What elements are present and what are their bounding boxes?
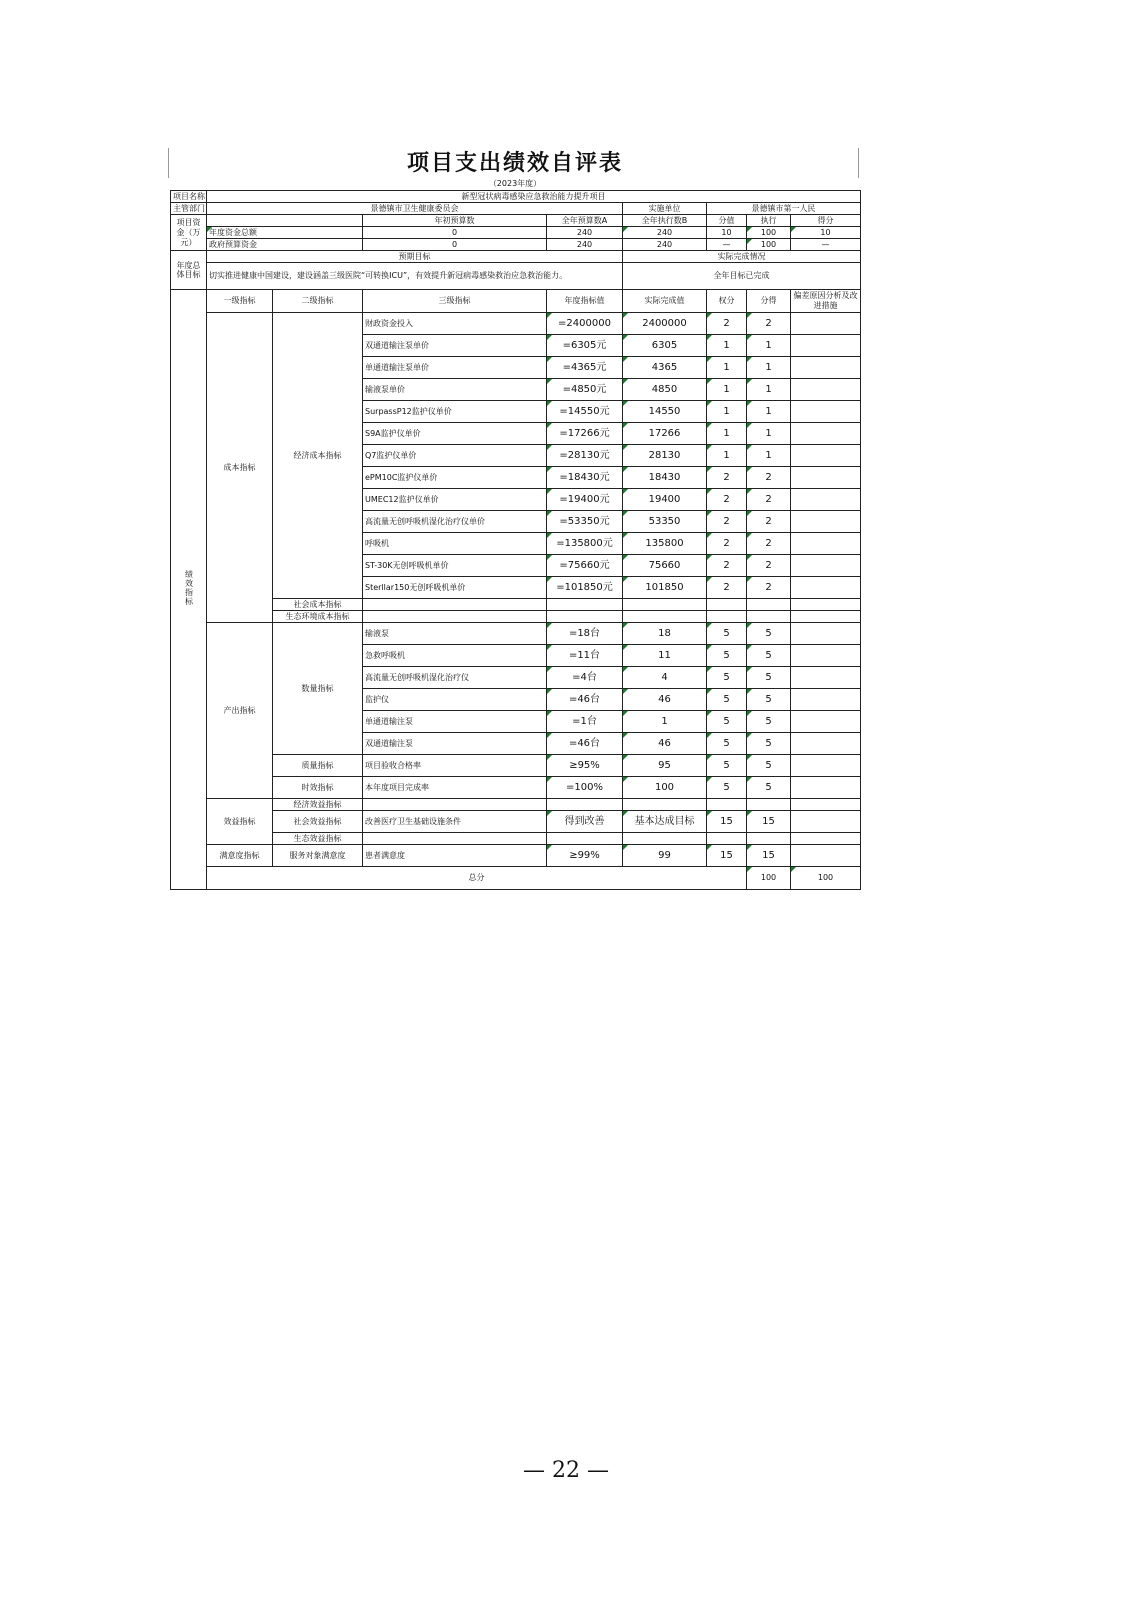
empty-cell xyxy=(623,833,707,845)
empty-cell xyxy=(707,611,747,623)
empty-cell xyxy=(791,611,861,623)
deviation-note xyxy=(791,401,861,423)
funds-value: 100 xyxy=(747,227,791,239)
deviation-note xyxy=(791,733,861,755)
indicator-header: 年度指标值 xyxy=(547,290,623,313)
dept-row xyxy=(171,203,861,215)
empty-cell xyxy=(747,799,791,811)
funds-value: — xyxy=(791,239,861,251)
goal-actual: 全年目标已完成 xyxy=(623,263,861,290)
empty-cell xyxy=(363,833,547,845)
actual-value: 6305 xyxy=(623,335,707,357)
lvl2-social-benefit: 社会效益指标 xyxy=(273,811,363,833)
empty-cell xyxy=(623,611,707,623)
weight-value: 2 xyxy=(707,467,747,489)
target-value: =53350元 xyxy=(547,511,623,533)
funds-header: 得分 xyxy=(791,215,861,227)
funds-header-row xyxy=(171,215,861,227)
performance-table xyxy=(170,190,861,890)
empty-cell xyxy=(791,599,861,611)
empty-cell xyxy=(791,799,861,811)
target-value: =6305元 xyxy=(547,335,623,357)
lvl3-name: 双通道输注泵 xyxy=(363,733,547,755)
indicator-header: 三级指标 xyxy=(363,290,547,313)
lvl3-name: 单通道输注泵单价 xyxy=(363,357,547,379)
target-value: =46台 xyxy=(547,733,623,755)
deviation-note xyxy=(791,423,861,445)
target-value: =28130元 xyxy=(547,445,623,467)
lvl3-name: SurpassP12监护仪单价 xyxy=(363,401,547,423)
goal-row xyxy=(171,263,861,290)
empty-cell xyxy=(547,833,623,845)
side-label-text: 绩效指标 xyxy=(184,570,194,606)
lvl3-name: 财政资金投入 xyxy=(363,313,547,335)
lvl3-name: 监护仪 xyxy=(363,689,547,711)
deviation-note xyxy=(791,645,861,667)
score-value: 2 xyxy=(747,511,791,533)
target-value: =2400000 xyxy=(547,313,623,335)
empty-cell xyxy=(707,833,747,845)
deviation-note xyxy=(791,335,861,357)
lvl3-name: 高流量无创呼吸机湿化治疗仪 xyxy=(363,667,547,689)
target-value: =135800元 xyxy=(547,533,623,555)
actual-value: 53350 xyxy=(623,511,707,533)
actual-value: 28130 xyxy=(623,445,707,467)
weight-value: 5 xyxy=(707,755,747,777)
actual-value: 99 xyxy=(623,845,707,867)
lvl1-output: 产出指标 xyxy=(207,623,273,799)
lvl1-cost: 成本指标 xyxy=(207,313,273,623)
actual-value: 19400 xyxy=(623,489,707,511)
score-value: 1 xyxy=(747,445,791,467)
score-value: 5 xyxy=(747,755,791,777)
lvl3-name: UMEC12监护仪单价 xyxy=(363,489,547,511)
indicator-row xyxy=(171,833,861,845)
deviation-note xyxy=(791,623,861,645)
indicator-row xyxy=(171,811,861,833)
total-row xyxy=(171,867,861,890)
target-value: =11台 xyxy=(547,645,623,667)
target-value: =18430元 xyxy=(547,467,623,489)
actual-value: 101850 xyxy=(623,577,707,599)
project-name-row xyxy=(171,191,861,203)
actual-value: 4365 xyxy=(623,357,707,379)
actual-value: 18430 xyxy=(623,467,707,489)
lvl3-name: 单通道输注泵 xyxy=(363,711,547,733)
score-value: 5 xyxy=(747,667,791,689)
page-number: — 22 — xyxy=(523,1458,609,1483)
actual-value: 基本达成目标 xyxy=(623,811,707,833)
weight-value: 5 xyxy=(707,645,747,667)
weight-value: 1 xyxy=(707,379,747,401)
funds-value: 0 xyxy=(363,227,547,239)
lvl2-name: 经济效益指标 xyxy=(273,799,363,811)
lvl3-name: Q7监护仪单价 xyxy=(363,445,547,467)
lvl2-name: 生态环境成本指标 xyxy=(273,611,363,623)
weight-value: 1 xyxy=(707,401,747,423)
lvl3-name: 输液泵单价 xyxy=(363,379,547,401)
target-value: ≥99% xyxy=(547,845,623,867)
deviation-note xyxy=(791,555,861,577)
score-value: 2 xyxy=(747,555,791,577)
indicator-row xyxy=(171,599,861,611)
indicator-header: 权分 xyxy=(707,290,747,313)
target-value: =100% xyxy=(547,777,623,799)
lvl3-name: Sterllar150无创呼吸机单价 xyxy=(363,577,547,599)
funds-row-name: 年度资金总额 xyxy=(207,227,363,239)
actual-value: 46 xyxy=(623,689,707,711)
sheet-title: 项目支出绩效自评表 xyxy=(406,150,623,176)
empty-cell xyxy=(747,833,791,845)
actual-value: 2400000 xyxy=(623,313,707,335)
weight-value: 1 xyxy=(707,445,747,467)
goal-actual-label: 实际完成情况 xyxy=(623,251,861,263)
total-score: 100 xyxy=(791,867,861,890)
total-label: 总分 xyxy=(207,867,747,890)
deviation-note xyxy=(791,811,861,833)
weight-value: 5 xyxy=(707,711,747,733)
deviation-note xyxy=(791,467,861,489)
empty-cell xyxy=(547,799,623,811)
lvl3-name: 患者满意度 xyxy=(363,845,547,867)
funds-header: 全年预算数A xyxy=(547,215,623,227)
funds-value: — xyxy=(707,239,747,251)
empty-cell xyxy=(791,833,861,845)
funds-header: 年初预算数 xyxy=(363,215,547,227)
score-value: 5 xyxy=(747,623,791,645)
weight-value: 5 xyxy=(707,623,747,645)
empty-cell xyxy=(363,599,547,611)
score-value: 15 xyxy=(747,811,791,833)
score-value: 5 xyxy=(747,733,791,755)
target-value: =14550元 xyxy=(547,401,623,423)
lvl3-name: 双通道输注泵单价 xyxy=(363,335,547,357)
target-value: =4台 xyxy=(547,667,623,689)
funds-value: 240 xyxy=(623,239,707,251)
goal-label: 年度总体目标 xyxy=(171,251,207,290)
lvl3-name: 项目验收合格率 xyxy=(363,755,547,777)
lvl3-name: 高流量无创呼吸机湿化治疗仪单价 xyxy=(363,511,547,533)
indicator-row xyxy=(171,313,861,335)
impl-value: 景德镇市第一人民 xyxy=(707,203,861,215)
lvl3-name: ePM10C监护仪单价 xyxy=(363,467,547,489)
empty-cell xyxy=(547,599,623,611)
indicator-header: 分得 xyxy=(747,290,791,313)
actual-value: 100 xyxy=(623,777,707,799)
target-value: =4850元 xyxy=(547,379,623,401)
weight-value: 2 xyxy=(707,313,747,335)
indicator-header: 一级指标 xyxy=(207,290,273,313)
actual-value: 4 xyxy=(623,667,707,689)
indicator-header: 实际完成值 xyxy=(623,290,707,313)
score-value: 15 xyxy=(747,845,791,867)
weight-value: 1 xyxy=(707,423,747,445)
target-value: =17266元 xyxy=(547,423,623,445)
project-name-label: 项目名称 xyxy=(171,191,207,203)
indicator-header-row xyxy=(171,290,861,313)
target-value: =4365元 xyxy=(547,357,623,379)
deviation-note xyxy=(791,777,861,799)
target-value: 得到改善 xyxy=(547,811,623,833)
target-value: =46台 xyxy=(547,689,623,711)
lvl3-name: 输液泵 xyxy=(363,623,547,645)
dept-label: 主管部门 xyxy=(171,203,207,215)
actual-value: 95 xyxy=(623,755,707,777)
deviation-note xyxy=(791,379,861,401)
funds-value: 10 xyxy=(707,227,747,239)
funds-value: 240 xyxy=(623,227,707,239)
deviation-note xyxy=(791,845,861,867)
funds-row-name: 政府预算资金 xyxy=(207,239,363,251)
score-value: 5 xyxy=(747,645,791,667)
indicator-row xyxy=(171,755,861,777)
score-value: 5 xyxy=(747,689,791,711)
lvl2-quality: 质量指标 xyxy=(273,755,363,777)
empty-cell xyxy=(623,799,707,811)
score-value: 1 xyxy=(747,423,791,445)
funds-header: 执行 xyxy=(747,215,791,227)
score-value: 2 xyxy=(747,467,791,489)
weight-value: 2 xyxy=(707,577,747,599)
target-value: =75660元 xyxy=(547,555,623,577)
dept-value: 景德镇市卫生健康委员会 xyxy=(207,203,623,215)
score-value: 1 xyxy=(747,357,791,379)
target-value: =18台 xyxy=(547,623,623,645)
lvl3-name: ST-30K无创呼吸机单价 xyxy=(363,555,547,577)
indicator-row xyxy=(171,777,861,799)
funds-value: 0 xyxy=(363,239,547,251)
score-value: 1 xyxy=(747,379,791,401)
empty-cell xyxy=(747,599,791,611)
target-value: ≥95% xyxy=(547,755,623,777)
funds-label: 项目资金（万元） xyxy=(171,215,207,251)
deviation-note xyxy=(791,489,861,511)
funds-value: 100 xyxy=(747,239,791,251)
deviation-note xyxy=(791,711,861,733)
lvl3-name: 急救呼吸机 xyxy=(363,645,547,667)
weight-value: 2 xyxy=(707,511,747,533)
weight-value: 2 xyxy=(707,489,747,511)
indicator-row xyxy=(171,799,861,811)
score-value: 2 xyxy=(747,489,791,511)
score-value: 5 xyxy=(747,711,791,733)
lvl2-quantity: 数量指标 xyxy=(273,623,363,755)
indicator-header: 偏差原因分析及改进措施 xyxy=(791,290,861,313)
weight-value: 5 xyxy=(707,777,747,799)
indicator-row xyxy=(171,623,861,645)
funds-header: 分值 xyxy=(707,215,747,227)
sheet-year: （2023年度） xyxy=(488,179,542,188)
weight-value: 5 xyxy=(707,689,747,711)
total-weight: 100 xyxy=(747,867,791,890)
empty-cell xyxy=(707,599,747,611)
weight-value: 15 xyxy=(707,845,747,867)
weight-value: 15 xyxy=(707,811,747,833)
goal-expected-label: 预期目标 xyxy=(207,251,623,263)
lvl3-name: S9A监护仪单价 xyxy=(363,423,547,445)
funds-header: 全年执行数B xyxy=(623,215,707,227)
score-value: 2 xyxy=(747,313,791,335)
indicator-row xyxy=(171,845,861,867)
lvl1-effect: 效益指标 xyxy=(207,799,273,845)
empty-cell xyxy=(707,799,747,811)
funds-value: 240 xyxy=(547,227,623,239)
indicator-row xyxy=(171,611,861,623)
lvl3-name: 呼吸机 xyxy=(363,533,547,555)
indicator-header: 二级指标 xyxy=(273,290,363,313)
weight-value: 5 xyxy=(707,667,747,689)
funds-value: 240 xyxy=(547,239,623,251)
actual-value: 17266 xyxy=(623,423,707,445)
lvl3-name: 改善医疗卫生基础设施条件 xyxy=(363,811,547,833)
actual-value: 4850 xyxy=(623,379,707,401)
funds-value: 10 xyxy=(791,227,861,239)
weight-value: 2 xyxy=(707,555,747,577)
goal-header-row xyxy=(171,251,861,263)
performance-sheet xyxy=(170,148,860,890)
weight-value: 1 xyxy=(707,357,747,379)
score-value: 1 xyxy=(747,335,791,357)
lvl2-time: 时效指标 xyxy=(273,777,363,799)
deviation-note xyxy=(791,577,861,599)
deviation-note xyxy=(791,667,861,689)
impl-label: 实施单位 xyxy=(623,203,707,215)
side-label xyxy=(171,290,207,890)
empty-cell xyxy=(547,611,623,623)
actual-value: 14550 xyxy=(623,401,707,423)
deviation-note xyxy=(791,533,861,555)
weight-value: 2 xyxy=(707,533,747,555)
lvl2-name: 生态效益指标 xyxy=(273,833,363,845)
target-value: =1台 xyxy=(547,711,623,733)
lvl3-name: 本年度项目完成率 xyxy=(363,777,547,799)
actual-value: 1 xyxy=(623,711,707,733)
weight-value: 5 xyxy=(707,733,747,755)
lvl2-service: 服务对象满意度 xyxy=(273,845,363,867)
funds-row xyxy=(171,239,861,251)
actual-value: 46 xyxy=(623,733,707,755)
goal-expected: 切实推进健康中国建设，建设涵盖三级医院“可转换ICU”，有效提升新冠病毒感染救治应急救治能力。 xyxy=(207,263,623,290)
weight-value: 1 xyxy=(707,335,747,357)
actual-value: 75660 xyxy=(623,555,707,577)
deviation-note xyxy=(791,313,861,335)
actual-value: 135800 xyxy=(623,533,707,555)
target-value: =19400元 xyxy=(547,489,623,511)
actual-value: 11 xyxy=(623,645,707,667)
score-value: 5 xyxy=(747,777,791,799)
lvl2-name: 社会成本指标 xyxy=(273,599,363,611)
funds-row xyxy=(171,227,861,239)
empty-cell xyxy=(363,611,547,623)
deviation-note xyxy=(791,755,861,777)
target-value: =101850元 xyxy=(547,577,623,599)
deviation-note xyxy=(791,511,861,533)
empty-cell xyxy=(623,599,707,611)
empty-cell xyxy=(747,611,791,623)
project-name-value: 新型冠状病毒感染应急救治能力提升项目 xyxy=(207,191,861,203)
score-value: 2 xyxy=(747,533,791,555)
empty-cell xyxy=(363,799,547,811)
score-value: 1 xyxy=(747,401,791,423)
actual-value: 18 xyxy=(623,623,707,645)
lvl1-satisfaction: 满意度指标 xyxy=(207,845,273,867)
deviation-note xyxy=(791,445,861,467)
deviation-note xyxy=(791,357,861,379)
deviation-note xyxy=(791,689,861,711)
lvl2-econ-cost: 经济成本指标 xyxy=(273,313,363,599)
score-value: 2 xyxy=(747,577,791,599)
